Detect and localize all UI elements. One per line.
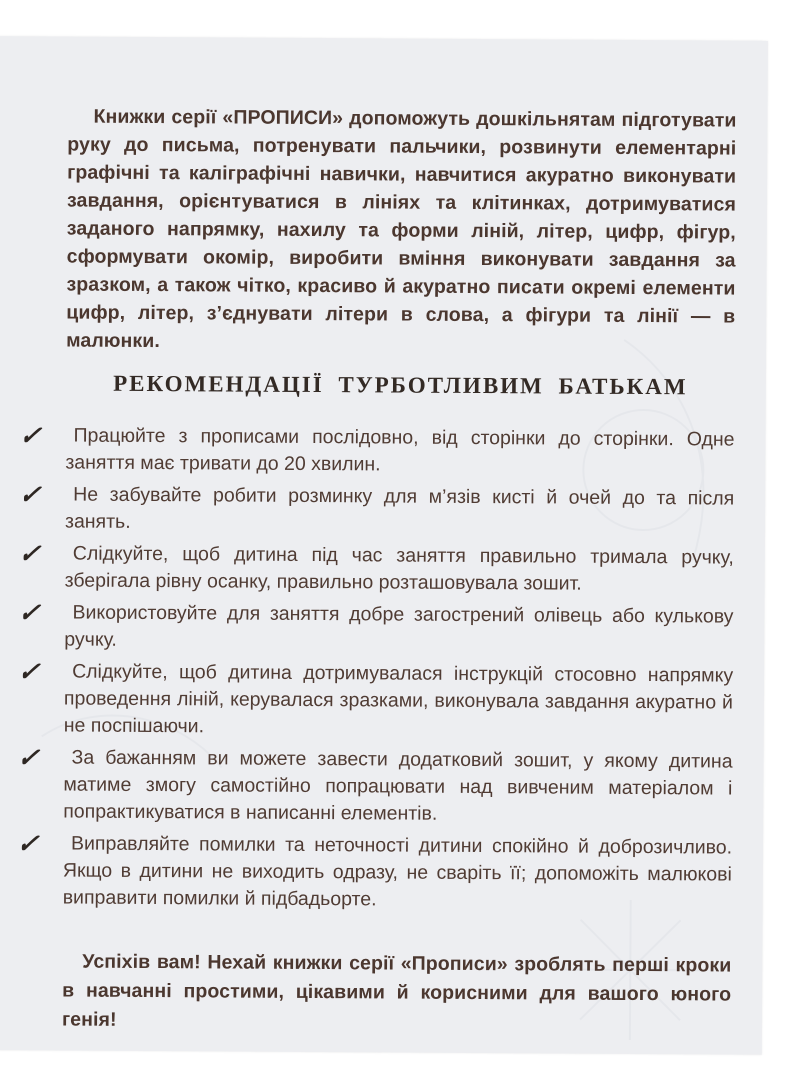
checkmark-icon: ✓	[15, 742, 42, 773]
section-heading: РЕКОМЕНДАЦІЇ ТУРБОТЛИВИМ БАТЬКАМ	[113, 370, 688, 400]
tip-text: Не забувайте робити розминку для м’язів кисті й очей до та після занять.	[64, 483, 735, 533]
tip-text: Працюйте з прописами послідовно, від сторінки до сторінки. Одне заняття має тривати до 20 хвилин.	[65, 424, 735, 476]
checkmark-icon: ✓	[17, 538, 43, 569]
tip-list-item	[17, 744, 732, 829]
closing-paragraph: Успіхів вам! Нехай книжки серії «Прописи» зроблять перші кроки в навчанні простими, цікавими й корисними для вашого юного генія!	[61, 950, 732, 1031]
checkmark-icon: ✓	[17, 420, 44, 451]
tip-text: Слідкуйте, щоб дитина дотримувалася інструкцій стосовно напрямку проведення ліній, керувалася зразками, виконувала завдання акуратно й не поспішаючи.	[63, 660, 734, 738]
tip-text: Використовуйте для заняття добре загострений олівець або кулькову ручку.	[64, 601, 734, 651]
checkmark-icon: ✓	[16, 656, 42, 687]
tip-list-item	[19, 422, 734, 480]
tip-text: Виправляйте помилки та неточності дитини спокійно й доброзичливо. Якщо в дитини не виходить одразу, не сваріть її; допоможіть малюкові виправити помилки й підбадьорте.	[62, 832, 733, 911]
tip-list-item	[18, 599, 733, 657]
checkmark-icon: ✓	[15, 828, 41, 859]
tip-list-item	[17, 830, 732, 915]
page-content	[0, 36, 768, 1039]
intro-paragraph: Книжки серії «ПРОПИСИ» допоможуть дошкільнятам підготувати руку до письма, потренувати пальчики, розвинути елементарні графічні та каліграфічні навички, навчитися акуратно виконувати завдання, орієнтуватися в лініях та клітинках, дотримуватися заданого напрямку, нахилу та форми ліній, літер, цифр, фігур, сформувати окомір, виробити вміння виконувати завдання за зразком, а також чітко, красиво й акуратно писати окремі елементи цифр, літер, з’єднувати літери в слова, а фігури та лінії — в малюнки.	[66, 105, 737, 353]
checkmark-icon: ✓	[17, 479, 43, 510]
tip-list-item	[19, 540, 734, 598]
tip-text: Слідкуйте, щоб дитина під час заняття правильно тримала ручку, зберігала рівну осанку, правильно розташовувала зошит.	[64, 542, 734, 595]
checkmark-icon: ✓	[16, 597, 42, 628]
tip-list-item	[19, 481, 734, 539]
tip-list-item	[18, 658, 733, 743]
tips-list	[15, 420, 735, 915]
book-page	[0, 36, 768, 1055]
tip-text: За бажанням ви можете завести додатковий зошит, у якому дитина матиме змогу самостійно попрацювати над вивченим матеріалом і попрактикуватися в написанні елементів.	[63, 746, 733, 825]
